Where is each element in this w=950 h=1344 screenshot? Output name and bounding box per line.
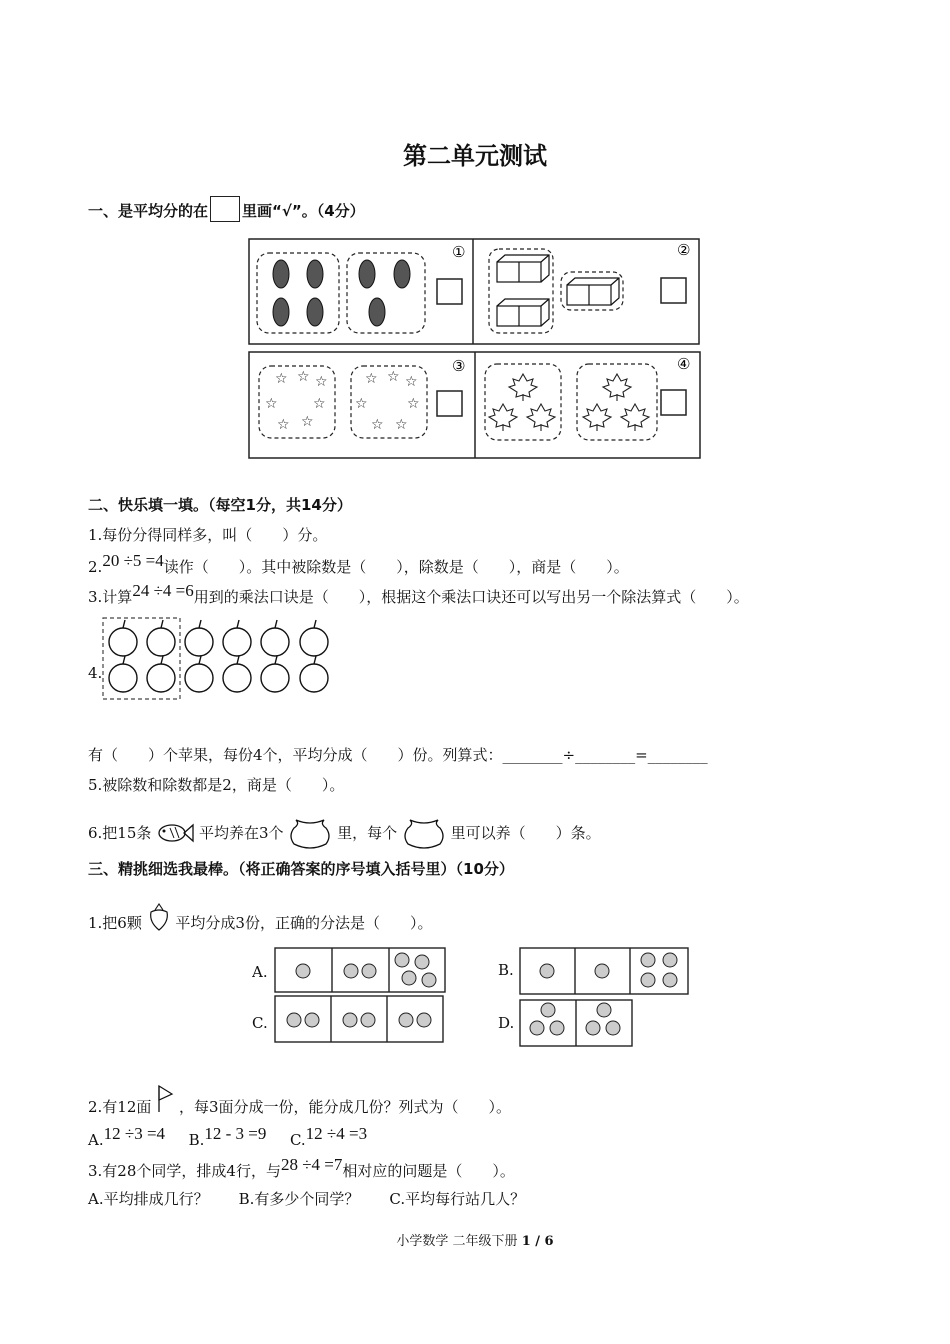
- question-2-6-part-d: 里可以养（ ）条。: [450, 824, 601, 842]
- svg-text:☆: ☆: [277, 417, 290, 433]
- apple-icon: [109, 620, 328, 692]
- option-c-label: C.: [252, 1014, 268, 1032]
- question-2-2: [88, 551, 629, 577]
- answer-box-2[interactable]: [661, 278, 686, 303]
- option-b-equation: 12 - 3 =9: [204, 1124, 267, 1143]
- question-2-2-text: 读作（ ）。其中被除数是（ ），除数是（ ），商是（ ）。: [163, 558, 629, 576]
- question-3-3-pre: 3.有28个同学，排成4行，与: [88, 1162, 281, 1180]
- svg-text:☆: ☆: [405, 374, 418, 390]
- option-a-equation: 12 ÷3 =4: [103, 1124, 166, 1143]
- question-2-4-number: 4.: [88, 664, 103, 682]
- svg-text:☆: ☆: [365, 371, 378, 387]
- answer-box-4[interactable]: [661, 390, 686, 415]
- option-d-label: D.: [498, 1014, 515, 1032]
- question-2-6-part-c: 里，每个: [337, 824, 398, 842]
- question-2-1: 1.每份分得同样多，叫（ ）分。: [88, 526, 328, 544]
- maple-leaf-icon: [489, 374, 649, 431]
- section-3-heading: 三、精挑细选我最棒。（将正确答案的序号填入括号里）（10分）: [88, 860, 514, 878]
- svg-text:☆: ☆: [275, 371, 288, 387]
- svg-text:☆: ☆: [297, 369, 310, 385]
- question-3-2: [88, 1084, 511, 1117]
- svg-text:☆: ☆: [265, 396, 278, 412]
- svg-text:☆: ☆: [395, 417, 408, 433]
- question-3-2-post: ，每3面分成一份，能分成几份？列式为（ ）。: [178, 1098, 512, 1116]
- section-1-heading-post: 里画“√”。（4分）: [242, 202, 365, 220]
- fish-bowl-icon: [402, 816, 446, 850]
- option-a-label: A.: [88, 1131, 104, 1149]
- option-c-label: C.: [289, 1131, 306, 1149]
- star-icon: [265, 369, 420, 433]
- figure-number-3: ③: [452, 357, 466, 375]
- flag-icon: [156, 1084, 174, 1114]
- svg-text:☆: ☆: [355, 396, 368, 412]
- question-2-6-part-b: 平均养在3个: [198, 824, 284, 842]
- strawberry-options-figure: [252, 938, 694, 1056]
- question-2-3: [88, 581, 749, 607]
- strawberry-icon: [147, 902, 171, 932]
- svg-text:☆: ☆: [315, 374, 328, 390]
- cube-block-icon: [497, 255, 619, 326]
- svg-text:☆: ☆: [387, 369, 400, 385]
- section-1-figure: [247, 236, 703, 462]
- svg-text:☆: ☆: [407, 396, 420, 412]
- page-footer: [0, 1230, 950, 1249]
- question-3-1-post: 平均分成3份，正确的分法是（ ）。: [175, 914, 433, 932]
- figure-number-2: ②: [677, 241, 691, 259]
- answer-box-3[interactable]: [437, 391, 462, 416]
- footer-text: 小学数学 二年级下册: [396, 1234, 522, 1249]
- section-1-heading-pre: 一、是平均分的在: [88, 202, 209, 220]
- answer-box-icon: [210, 196, 240, 222]
- question-2-3-pre: 3.计算: [88, 588, 133, 606]
- figure-number-1: ①: [452, 243, 466, 261]
- section-1-heading: [88, 196, 365, 222]
- question-2-3-text: 用到的乘法口诀是（ ），根据这个乘法口诀还可以写出另一个除法算式（ ）。: [193, 588, 749, 606]
- fish-bowl-icon: [288, 816, 332, 850]
- question-2-6: [88, 816, 601, 850]
- page-title: 第二单元测试: [403, 142, 547, 170]
- question-2-6-part-a: 6.把15条: [88, 824, 152, 842]
- option-b-label: B.: [188, 1131, 205, 1149]
- question-3-1-pre: 1.把6颗: [88, 914, 142, 932]
- question-2-4-text: 有（ ）个苹果，每份4个，平均分成（ ）份。列算式：________÷________=________: [88, 746, 708, 764]
- option-b-label: B.: [498, 961, 514, 979]
- section-2-heading: 二、快乐填一填。（每空1分，共14分）: [88, 496, 352, 514]
- page-number: 1 / 6: [521, 1234, 554, 1249]
- question-3-3-options: A.平均排成几行？ B.有多少个同学？ C.平均每行站几人？: [88, 1190, 526, 1208]
- question-3-2-pre: 2.有12面: [88, 1098, 152, 1116]
- option-c-equation: 12 ÷4 =3: [305, 1124, 368, 1143]
- svg-text:☆: ☆: [301, 414, 314, 430]
- question-2-3-equation: 24 ÷4 =6: [132, 581, 194, 600]
- figure-number-4: ④: [677, 355, 691, 373]
- question-2-2-equation: 20 ÷5 =4: [102, 551, 164, 570]
- question-2-2-number: 2.: [88, 558, 103, 576]
- corn-icon: [273, 260, 410, 326]
- svg-text:☆: ☆: [371, 417, 384, 433]
- option-a-label: A.: [252, 963, 268, 981]
- question-3-1: [88, 902, 432, 933]
- apples-figure: [100, 616, 336, 702]
- question-3-2-options: [88, 1124, 368, 1150]
- svg-text:☆: ☆: [313, 396, 326, 412]
- answer-box-1[interactable]: [437, 279, 462, 304]
- question-3-3: [88, 1155, 515, 1181]
- question-3-3-equation: 28 ÷4 =7: [280, 1155, 343, 1174]
- question-2-5: 5.被除数和除数都是2，商是（ ）。: [88, 776, 345, 794]
- fish-icon: [156, 820, 194, 846]
- question-3-3-post: 相对应的问题是（ ）。: [342, 1162, 515, 1180]
